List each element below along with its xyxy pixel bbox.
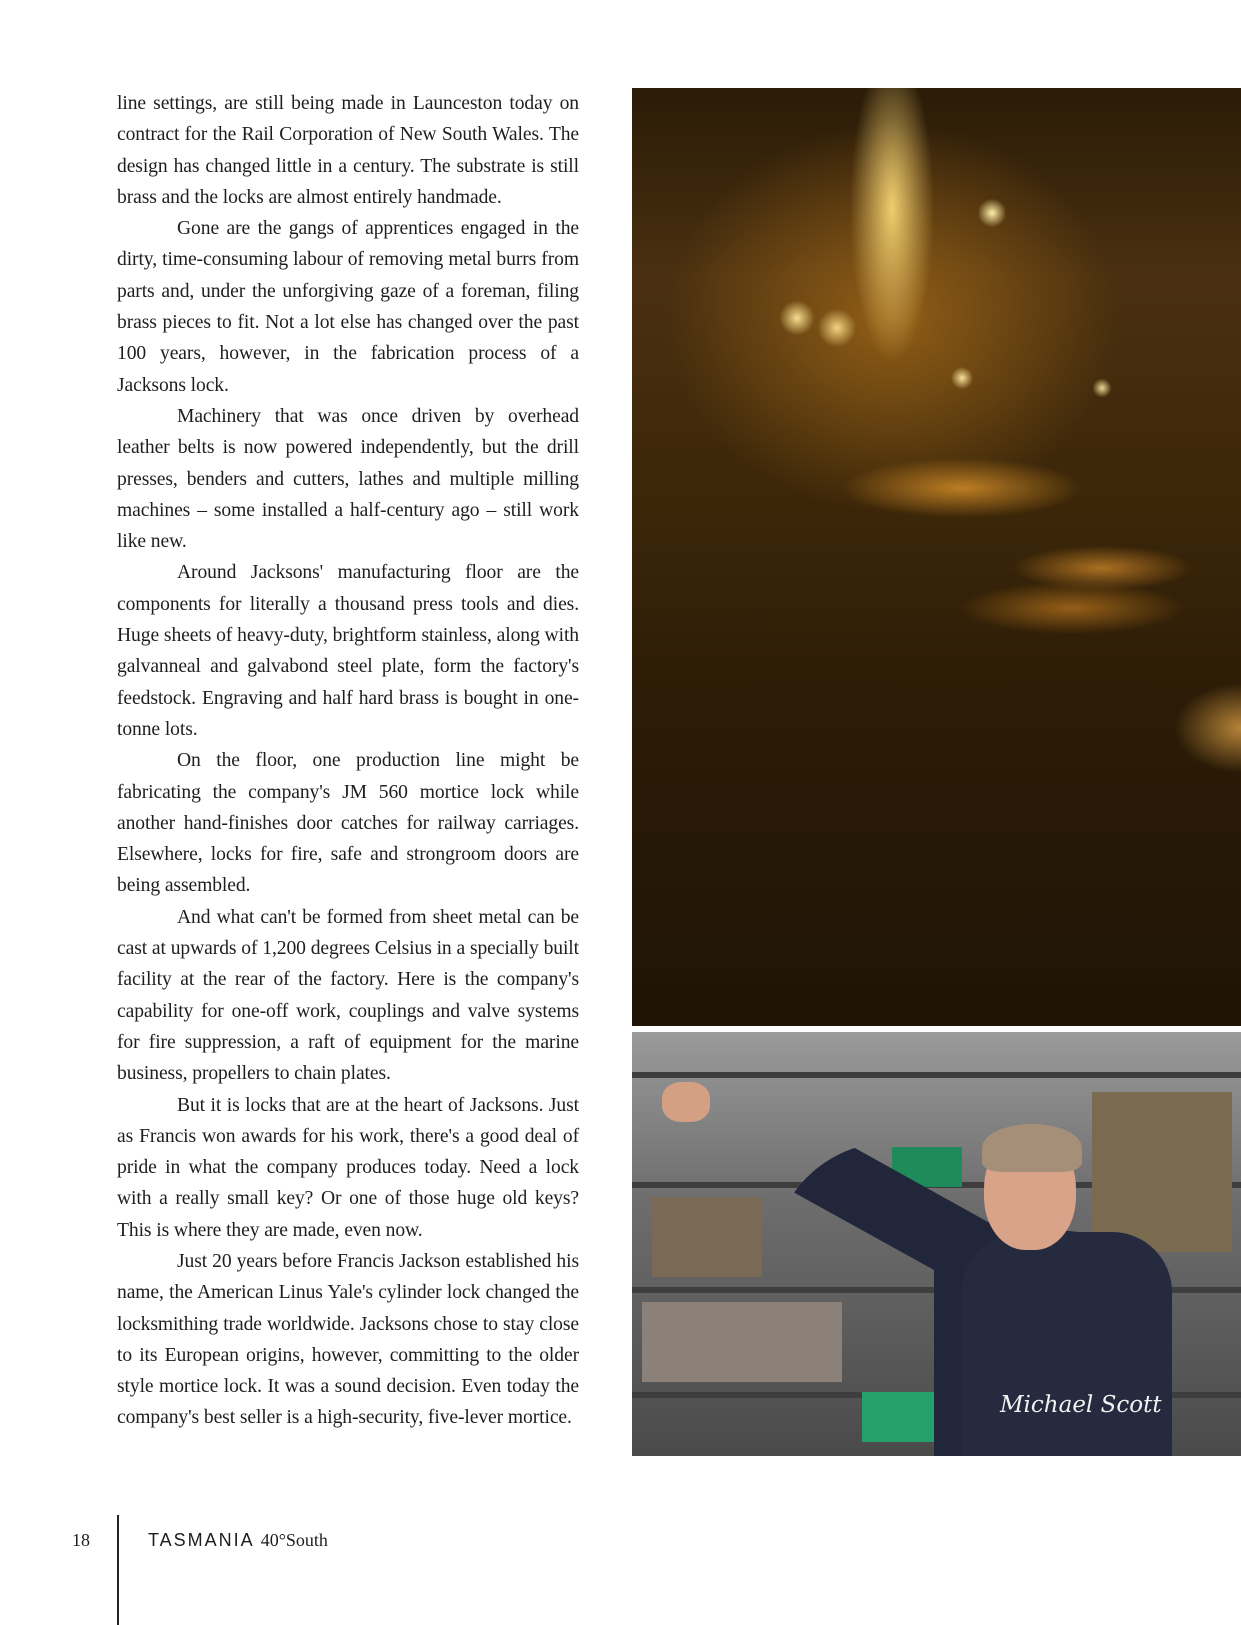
brass-lock-parts-photo bbox=[632, 88, 1241, 1026]
workshop-worker-photo bbox=[632, 1032, 1241, 1456]
magazine-title-sub: 40°South bbox=[260, 1530, 328, 1550]
worker-torso bbox=[962, 1232, 1172, 1456]
article-paragraph: On the floor, one production line might be fabricating the company's JM 560 mortice lock while another hand-finishes door catches for railway carriages. Elsewhere, locks for fire, safe and strongroom doors are being assembled. bbox=[117, 750, 579, 897]
article-paragraph: Around Jacksons' manufacturing floor are the components for literally a thousand press tools and dies. Huge sheets of heavy-duty, brightform stainless, along with galvanneal and galvabond steel plate, form the factory's feedstock. Engraving and half hard brass is bought in one-tonne lots. bbox=[117, 562, 579, 740]
photo-credit: Michael Scott bbox=[1000, 1392, 1162, 1418]
parts-bin bbox=[652, 1197, 762, 1277]
parts-bin bbox=[1092, 1092, 1232, 1252]
shelf bbox=[632, 1072, 1241, 1078]
article-paragraph: But it is locks that are at the heart of Jacksons. Just as Francis won awards for his work, there's a good deal of pride in what the company produces today. Need a lock with a really small key? Or one of those huge old keys? This is where they are made, even now. bbox=[117, 1094, 579, 1241]
article-paragraph: Machinery that was once driven by overhead leather belts is now powered independently, but the drill presses, benders and cutters, lathes and multiple milling machines – some installed a half-century ago – still work like new. bbox=[117, 405, 579, 553]
footer-divider bbox=[117, 1515, 119, 1625]
article-paragraph: And what can't be formed from sheet metal can be cast at upwards of 1,200 degrees Celsius in a specially built facility at the rear of the factory. Here is the company's capability for one-off work, couplings and valve systems for fire suppression, a raft of equipment for the marine business, propellers to chain plates. bbox=[117, 906, 579, 1085]
article-paragraph: Gone are the gangs of apprentices engaged in the dirty, time-consuming labour of removing metal burrs from parts and, under the unforgiving gaze of a foreman, filing brass pieces to fit. Not a lot else has changed over the past 100 years, however, in the fabrication process of a Jacksons lock. bbox=[117, 218, 579, 396]
article-paragraph: Just 20 years before Francis Jackson established his name, the American Linus Yale's cylinder lock changed the locksmithing trade worldwide. Jacksons chose to stay close to its European origins, however, committing to the older style mortice lock. It was a sound decision. Even today the company's best seller is a high-security, five-lever mortice. bbox=[117, 1250, 579, 1429]
magazine-title bbox=[148, 1530, 328, 1551]
magazine-title-main: TASMANIA bbox=[148, 1530, 254, 1550]
page-number: 18 bbox=[72, 1530, 90, 1550]
worker-hand bbox=[662, 1082, 710, 1122]
article-paragraph: line settings, are still being made in Launceston today on contract for the Rail Corporation of New South Wales. The design has changed little in a century. The substrate is still brass and the locks are almost entirely handmade. bbox=[117, 93, 579, 208]
worker-hair bbox=[982, 1124, 1082, 1172]
parts-bin bbox=[642, 1302, 842, 1382]
article-body bbox=[117, 88, 579, 1434]
